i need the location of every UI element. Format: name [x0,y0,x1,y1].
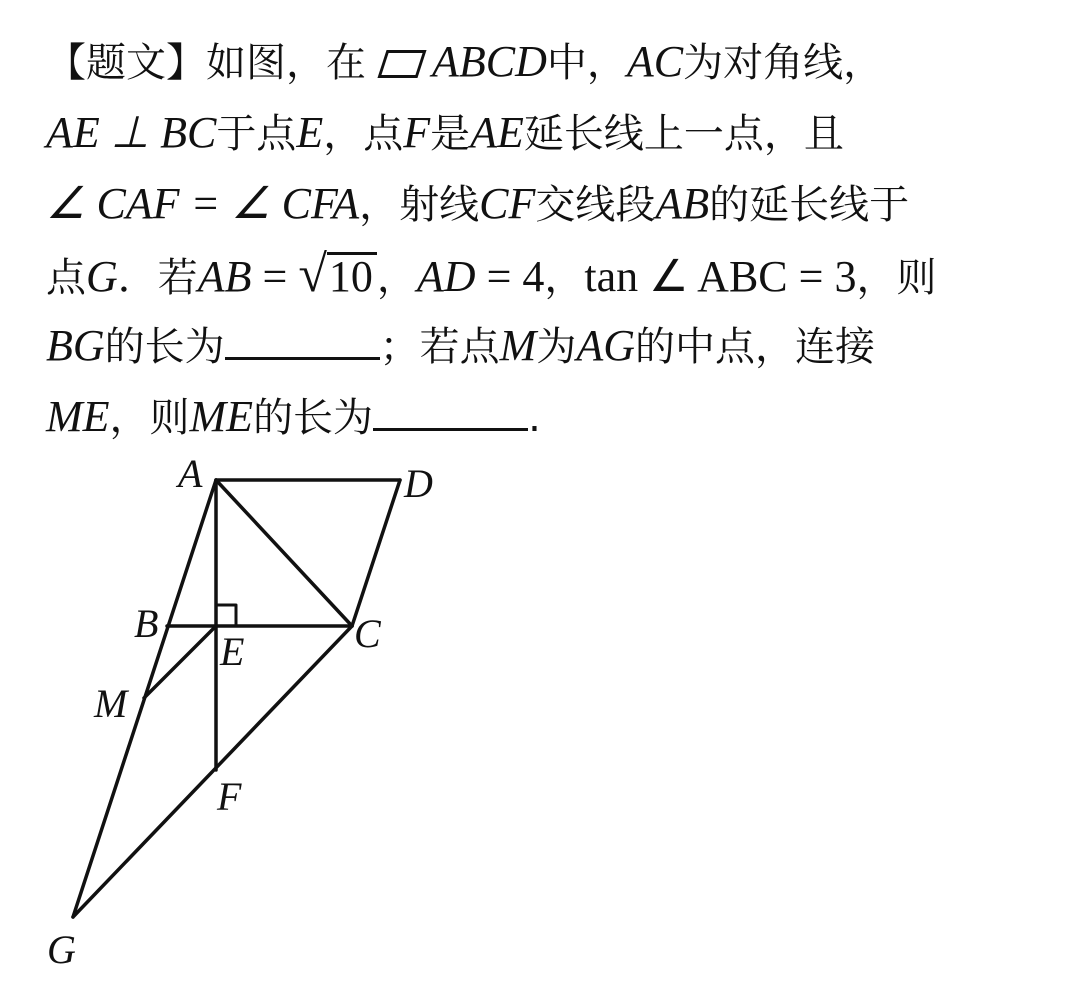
label-A: A [178,455,203,496]
label-B: B [134,601,159,646]
math-segment: BG [46,321,105,370]
text-segment: 的长为 [253,395,374,441]
math-segment: = [251,252,299,301]
math-segment: AD [416,252,476,301]
problem-line-3 [46,168,1056,239]
radicand: 10 [327,252,377,299]
problem-line-2 [46,97,1056,168]
math-segment: ME [46,392,110,441]
label-D: D [404,461,433,506]
math-segment: G [86,252,118,301]
text-segment: 为对角线， [683,40,884,86]
math-segment: AE [470,108,524,157]
text-segment: ，则 [109,395,190,441]
problem-text [46,26,1056,452]
text-segment: 为 [536,324,577,370]
math-segment: ∠ CAF = ∠ CFA [46,179,360,228]
text-segment: ；若点 [379,324,500,370]
text-segment: 中， [546,40,627,86]
segment-DC [352,480,400,626]
math-segment: CF [479,179,536,228]
text-segment: ，射线 [359,182,480,228]
text-segment: ．若 [117,255,198,301]
math-segment: AB [655,179,710,228]
math-segment: F [403,108,431,157]
text-segment: 于点 [216,111,297,157]
label-C: C [354,611,381,656]
label-G: G [47,927,76,972]
math-segment: AE ⊥ BC [46,108,217,157]
text-segment: 的长为 [104,324,225,370]
math-segment: AG [576,321,635,370]
math-segment: AB [197,252,252,301]
math-segment: tan ∠ ABC = 3 [584,252,857,301]
math-segment: AC [626,37,684,86]
text-segment: ，则 [856,255,937,301]
right-angle-mark [216,605,236,626]
text-segment: 的延长线于 [709,182,910,228]
text-segment: 延长线上一点，且 [523,111,844,157]
math-segment: = 4 [475,252,545,301]
answer-blank-2[interactable] [373,398,528,431]
text-segment: 如图，在 [206,40,366,86]
text-segment: 的中点，连接 [634,324,875,370]
text-segment: ， [376,255,417,301]
text-segment: 点 [46,255,86,301]
problem-line-6 [46,381,1056,452]
text-segment: . [528,395,541,441]
math-segment: ME [189,392,254,441]
problem-line-1 [46,26,1056,97]
label-F: F [217,774,242,819]
problem-line-5 [46,310,1056,381]
label-M: M [94,681,128,726]
problem-line-4 [46,239,1056,310]
problem-tag: 【题文】 [46,40,206,86]
segment-CG [73,626,352,917]
parallelogram-icon [377,50,426,78]
math-segment: ABCD [432,37,547,86]
radical-sign: √ [298,246,327,303]
text-segment: ， [544,255,585,301]
label-E: E [220,629,245,674]
text-segment: 交线段 [535,182,656,228]
geometry-figure [40,455,460,975]
text-segment: 是 [430,111,471,157]
text-segment: ，点 [323,111,404,157]
math-segment: M [499,321,537,370]
math-segment: E [296,108,324,157]
answer-blank-1[interactable] [225,327,380,360]
